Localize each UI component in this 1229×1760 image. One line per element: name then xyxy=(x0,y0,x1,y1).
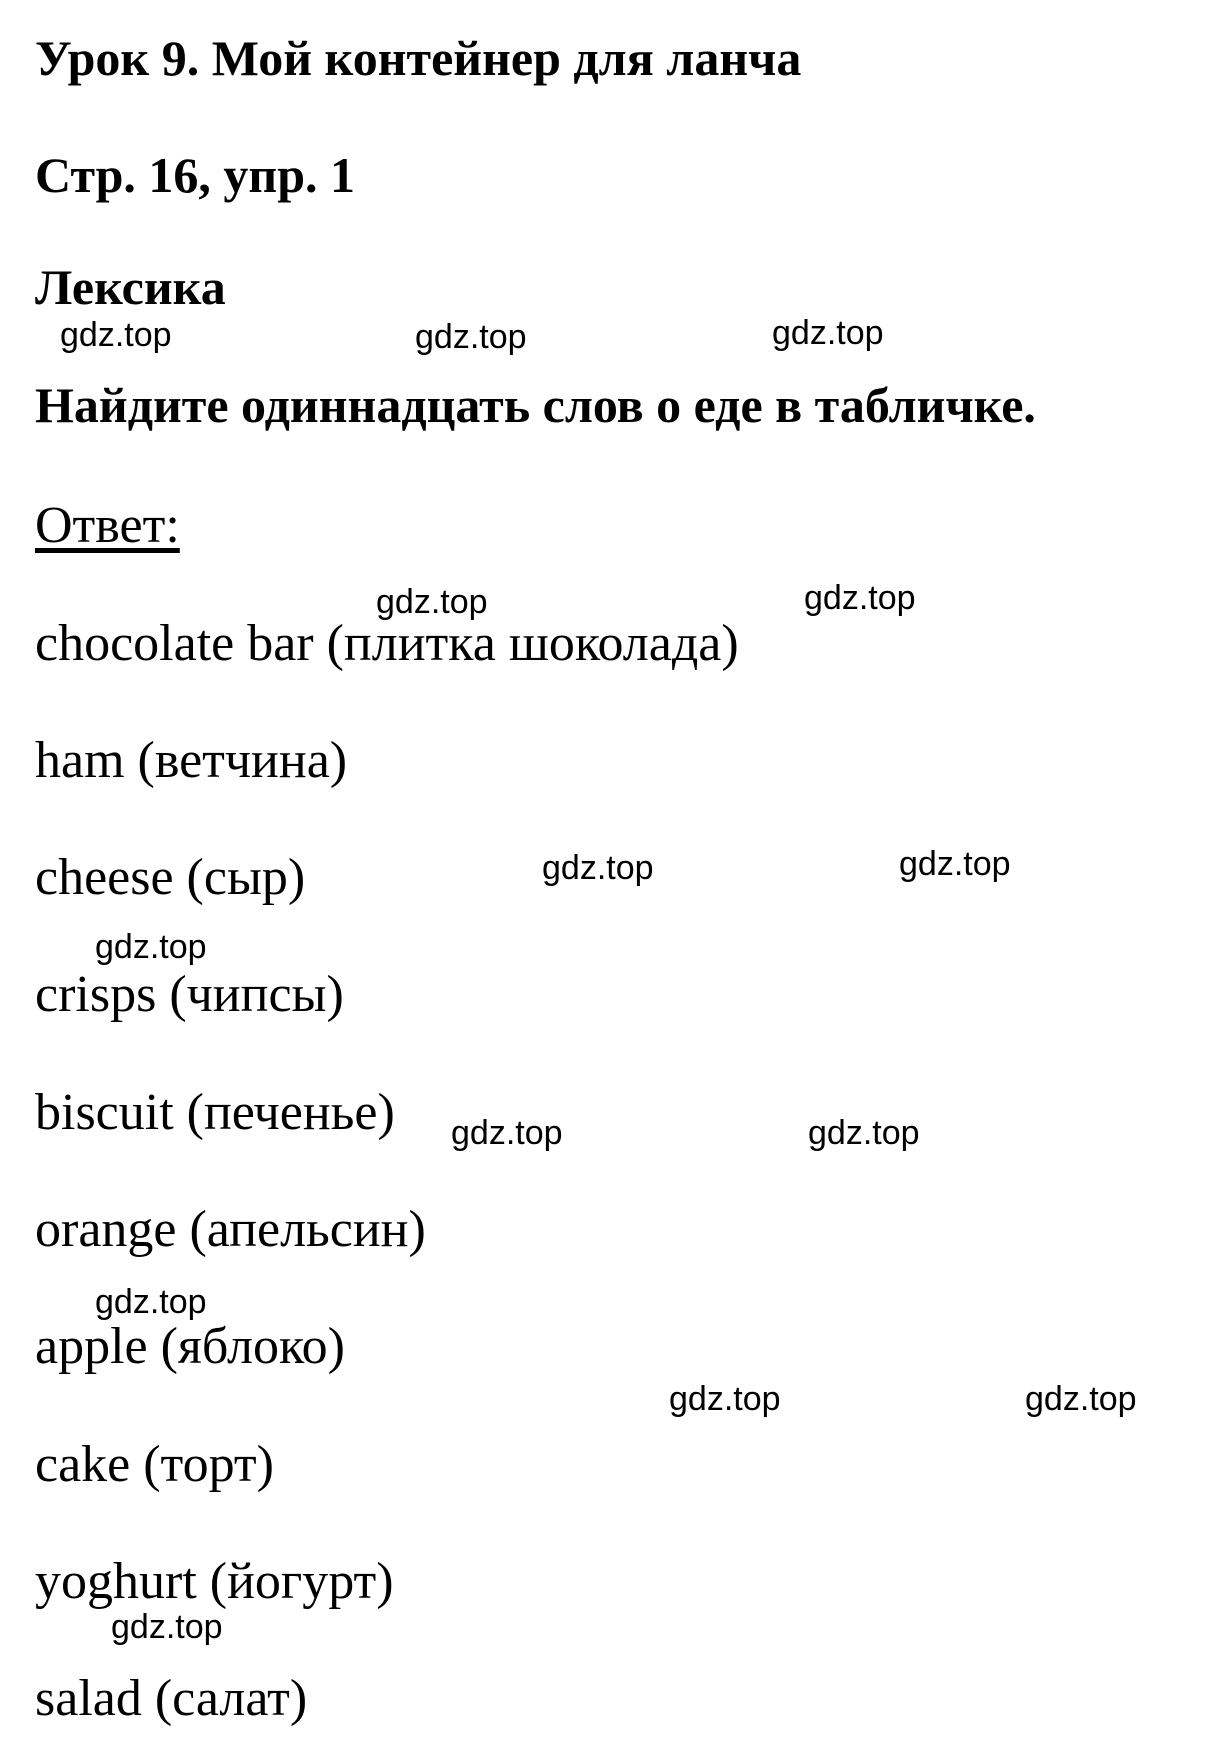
watermark: gdz.top xyxy=(95,1283,207,1321)
watermark: gdz.top xyxy=(542,849,654,887)
watermark: gdz.top xyxy=(1025,1380,1137,1418)
answer-item-apple: apple (яблоко) xyxy=(35,1318,345,1375)
watermark: gdz.top xyxy=(95,928,207,966)
watermark: gdz.top xyxy=(60,316,172,354)
answer-item-cake: cake (торт) xyxy=(35,1436,274,1493)
watermark: gdz.top xyxy=(669,1380,781,1418)
answer-label: Ответ: xyxy=(35,497,180,554)
answer-item-yoghurt: yoghurt (йогурт) xyxy=(35,1553,394,1610)
answer-item-biscuit: biscuit (печенье) xyxy=(35,1084,395,1141)
watermark: gdz.top xyxy=(899,845,1011,883)
watermark: gdz.top xyxy=(111,1608,223,1646)
section-heading: Лексика xyxy=(35,259,226,315)
answer-item-chocolate-bar: chocolate bar (плитка шоколада) xyxy=(35,615,739,672)
answer-item-crisps: crisps (чипсы) xyxy=(35,966,344,1023)
page-exercise-heading: Стр. 16, упр. 1 xyxy=(35,147,356,203)
answer-item-cheese: cheese (сыр) xyxy=(35,849,306,906)
watermark: gdz.top xyxy=(415,318,527,356)
answer-item-ham: ham (ветчина) xyxy=(35,732,348,789)
watermark: gdz.top xyxy=(451,1114,563,1152)
answer-item-salad: salad (салат) xyxy=(35,1670,308,1727)
watermark: gdz.top xyxy=(804,579,916,617)
answer-item-orange: orange (апельсин) xyxy=(35,1201,426,1258)
lesson-title: Урок 9. Мой контейнер для ланча xyxy=(35,30,802,86)
watermark: gdz.top xyxy=(772,314,884,352)
task-instruction: Найдите одиннадцать слов о еде в табличке. xyxy=(35,377,1036,433)
watermark: gdz.top xyxy=(808,1114,920,1152)
watermark: gdz.top xyxy=(376,583,488,621)
